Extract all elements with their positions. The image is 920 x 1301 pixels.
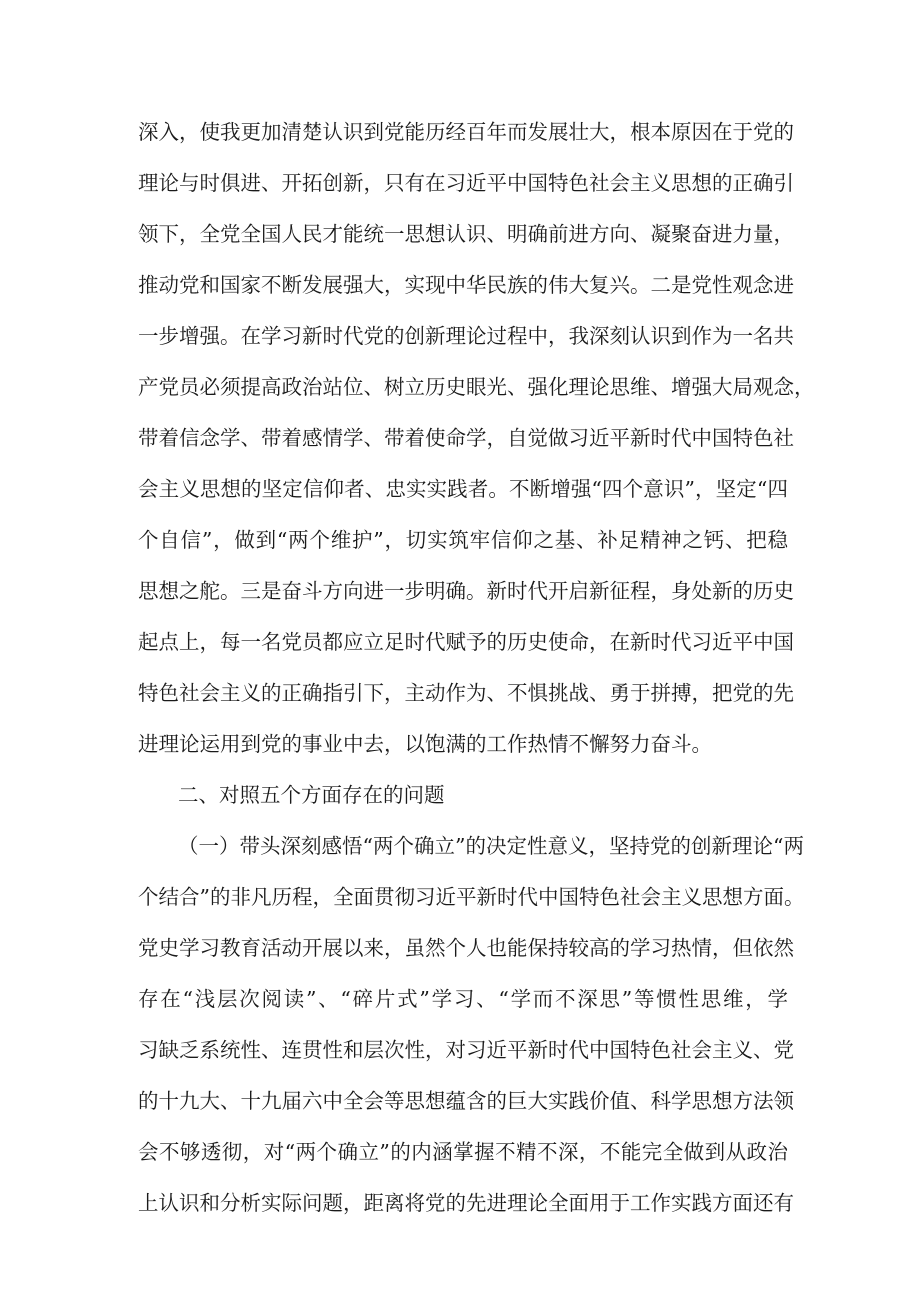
paragraph-line: 进理论运用到党的事业中去，以饱满的工作热情不懈努力奋斗。 (138, 732, 712, 756)
paragraph-line: 党史学习教育活动开展以来，虽然个人也能保持较高的学习热情，但依然 (138, 936, 794, 960)
document-body (138, 114, 815, 1236)
paragraph-line: 上认识和分析实际问题，距离将党的先进理论全面用于工作实践方面还有 (138, 1191, 794, 1215)
paragraph-line: 个结合”的非凡历程，全面贯彻习近平新时代中国特色社会主义思想方面。 (138, 885, 805, 909)
paragraph-line: 一步增强。在学习新时代党的创新理论过程中，我深刻认识到作为一名共 (138, 324, 794, 348)
paragraph-line: 的十九大、十九届六中全会等思想蕴含的巨大实践价值、科学思想方法领 (138, 1089, 794, 1113)
paragraph-line: 深入，使我更加清楚认识到党能历经百年而发展壮大，根本原因在于党的 (138, 120, 794, 144)
paragraph-line: 带着信念学、带着感情学、带着使命学，自觉做习近平新时代中国特色社 (138, 426, 794, 450)
paragraph-line: 产党员必须提高政治站位、树立历史眼光、强化理论思维、增强大局观念， (138, 375, 815, 399)
paragraph-line: 会主义思想的坚定信仰者、忠实实践者。不断增强“四个意识”，坚定“四 (138, 477, 788, 501)
section-heading: 二、对照五个方面存在的问题 (178, 783, 445, 807)
paragraph-line: 习缺乏系统性、连贯性和层次性，对习近平新时代中国特色社会主义、党 (138, 1038, 794, 1062)
paragraph-line: 个自信”，做到“两个维护”，切实筑牢信仰之基、补足精神之钙、把稳 (138, 528, 788, 552)
paragraph-line: 思想之舵。三是奋斗方向进一步明确。新时代开启新征程，身处新的历史 (138, 579, 794, 603)
paragraph-2 (138, 828, 805, 1236)
paragraph-line: 领下，全党全国人民才能统一思想认识、明确前进方向、凝聚奋进力量， (138, 222, 794, 246)
paragraph-1 (138, 114, 815, 777)
paragraph-line: 推动党和国家不断发展强大，实现中华民族的伟大复兴。二是党性观念进 (138, 273, 794, 297)
paragraph-line: 理论与时俱进、开拓创新，只有在习近平中国特色社会主义思想的正确引 (138, 171, 794, 195)
paragraph-line: 存在“浅层次阅读”、“碎片式”学习、“学而不深思”等惯性思维，学 (138, 987, 788, 1011)
paragraph-line: （一）带头深刻感悟“两个确立”的决定性意义，坚持党的创新理论“两 (178, 834, 804, 858)
paragraph-line: 起点上，每一名党员都应立足时代赋予的历史使命，在新时代习近平中国 (138, 630, 794, 654)
paragraph-line: 特色社会主义的正确指引下，主动作为、不惧挑战、勇于拼搏，把党的先 (138, 681, 794, 705)
paragraph-line: 会不够透彻，对“两个确立”的内涵掌握不精不深，不能完全做到从政治 (138, 1140, 788, 1164)
